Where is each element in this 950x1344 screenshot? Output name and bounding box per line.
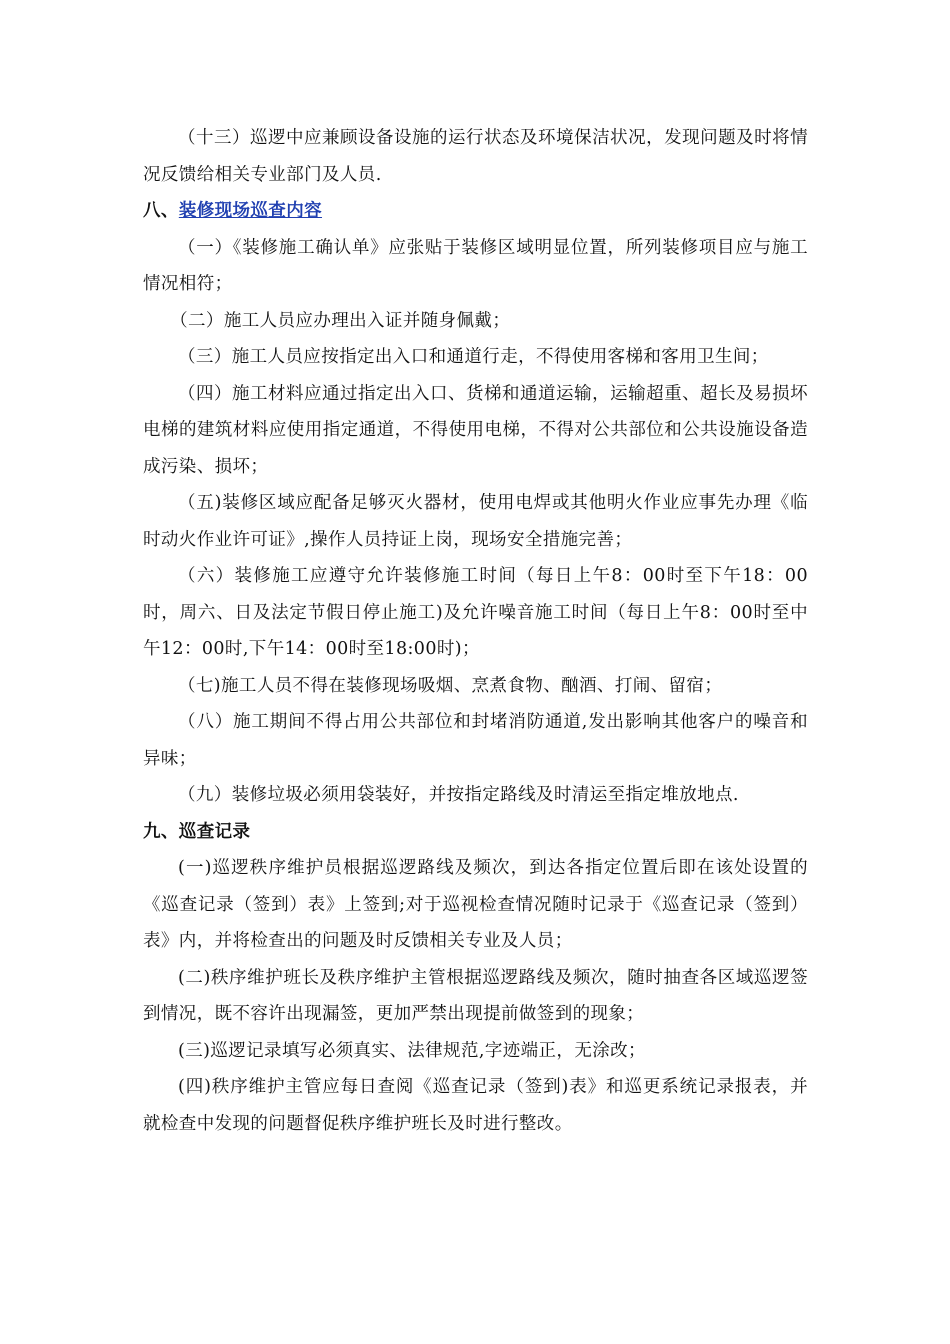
section-8-heading bbox=[143, 193, 808, 230]
section-8-item-9: （九）装修垃圾必须用袋装好，并按指定路线及时清运至指定堆放地点. bbox=[178, 785, 739, 805]
section-8-item-7: （七)施工人员不得在装修现场吸烟、烹煮食物、酗酒、打闹、留宿； bbox=[178, 675, 723, 696]
section-9-item-3: (三)巡逻记录填写必须真实、法律规范,字迹端正，无涂改； bbox=[178, 1040, 646, 1061]
document-page bbox=[143, 120, 808, 1142]
section-8-item-5: （五)装修区域应配备足够灭火器材，使用电焊或其他明火作业应事先办理《临时动火作业许可证》,操作人员持证上岗，现场安全措施完善； bbox=[143, 493, 808, 550]
section-8-number: 八、 bbox=[143, 201, 179, 221]
section-8-item-1: （一）《装修施工确认单》应张贴于装修区域明显位置，所列装修项目应与施工情况相符； bbox=[143, 237, 808, 294]
section-8-item-2: （二）施工人员应办理出入证并随身佩戴； bbox=[170, 310, 511, 331]
section-9-heading: 九、巡查记录 bbox=[143, 821, 251, 842]
section-8-item-4: （四）施工材料应通过指定出入口、货梯和通道运输，运输超重、超长及易损坏电梯的建筑材料应使用指定通道，不得使用电梯，不得对公共部位和公共设施设备造成污染、损坏； bbox=[143, 383, 808, 477]
section-9-item-4: (四)秩序维护主管应每日查阅《巡查记录（签到)表》和巡更系统记录报表，并就检查中发现的问题督促秩序维护班长及时进行整改。 bbox=[143, 1077, 808, 1134]
section-8-item-6: （六）装修施工应遵守允许装修施工时间（每日上午8：00时至下午18：00时，周六、日及法定节假日停止施工)及允许噪音施工时间（每日上午8：00时至中午12：00时,下午14：00时至18:00时)； bbox=[143, 566, 808, 659]
section-8-item-3: （三）施工人员应按指定出入口和通道行走，不得使用客梯和客用卫生间； bbox=[178, 347, 769, 367]
section-9-item-1: (一)巡逻秩序维护员根据巡逻路线及频次，到达各指定位置后即在该处设置的《巡查记录（签到）表》上签到;对于巡视检查情况随时记录于《巡查记录（签到）表》内，并将检查出的问题及时反馈相关专业及人员； bbox=[143, 858, 808, 951]
section-9-item-2: (二)秩序维护班长及秩序维护主管根据巡逻路线及频次，随时抽查各区域巡逻签到情况，既不容许出现漏签，更加严禁出现提前做签到的现象； bbox=[143, 967, 808, 1024]
section-8-item-8: （八）施工期间不得占用公共部位和封堵消防通道,发出影响其他客户的噪音和异味； bbox=[143, 712, 808, 769]
section-8-title-link[interactable]: 装修现场巡查内容 bbox=[178, 201, 323, 221]
paragraph-13: （十三）巡逻中应兼顾设备设施的运行状态及环境保洁状况，发现问题及时将情况反馈给相关专业部门及人员. bbox=[143, 128, 808, 185]
